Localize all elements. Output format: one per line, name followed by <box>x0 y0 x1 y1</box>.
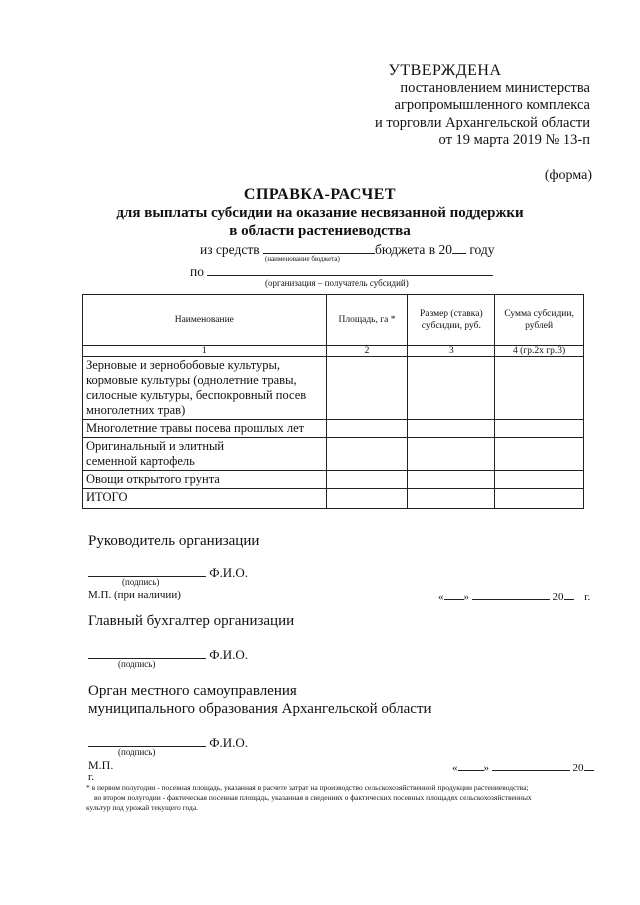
authority-g-label: г. <box>88 771 95 783</box>
approval-block <box>300 62 590 150</box>
accountant-signature-line: Ф.И.О. <box>88 645 248 663</box>
accountant-signature-field[interactable] <box>88 645 206 659</box>
date-year-field[interactable] <box>584 760 594 771</box>
rate-cell[interactable] <box>408 471 495 489</box>
approval-line: от 19 марта 2019 № 13-п <box>438 132 590 148</box>
table-row-total <box>83 489 584 509</box>
header-cell: Наименование <box>83 295 327 346</box>
approval-line: агропромышленного комплекса <box>394 97 590 113</box>
date-year-field[interactable] <box>564 589 574 600</box>
authority-date-line: « » 20 <box>452 760 594 774</box>
rate-cell[interactable] <box>408 420 495 438</box>
budget-name-field[interactable] <box>263 240 375 254</box>
rate-cell[interactable] <box>408 357 495 420</box>
footnote-line: во втором полугодии - фактическая посевная площадь, указанная в сведениях о фактических посевных площадях сельскохозяйственных культур под урожай текущего года. <box>86 793 532 812</box>
row-label: Многолетние травы посева прошлых лет <box>83 420 327 438</box>
authority-sign-hint: (подпись) <box>118 747 156 757</box>
authority-title-2: муниципального образования Архангельской области <box>88 701 432 717</box>
footnote-line: * в первом полугодии - посевная площадь, указанная в расчете затрат на производство сельскохозяйственной продукции растениеводства; <box>86 783 529 792</box>
row-label: Овощи открытого грунта <box>83 471 327 489</box>
head-title: Руководитель организации <box>88 533 260 549</box>
date-day-field[interactable] <box>444 589 464 600</box>
org-hint: (организация – получатель субсидий) <box>265 278 409 288</box>
table-row <box>83 471 584 489</box>
sum-cell[interactable] <box>495 489 584 509</box>
date-month-field[interactable] <box>492 760 570 771</box>
funds-line: из средств бюджета в 20 году <box>200 242 495 257</box>
approval-line: и торговли Архангельской области <box>374 114 590 131</box>
org-line: по <box>190 262 493 280</box>
row-label: Зерновые и зернобобовые культуры, кормовые культуры (однолетние травы, силосные культуры, беспокровный посев многолетних трав) <box>83 357 327 420</box>
form-mark: (форма) <box>544 168 592 183</box>
footnote <box>86 783 556 813</box>
area-cell[interactable] <box>326 357 408 420</box>
accountant-title: Главный бухгалтер организации <box>88 613 295 629</box>
accountant-sign-hint: (подпись) <box>118 659 156 669</box>
budget-hint: (наименование бюджета) <box>265 255 340 263</box>
row-label: Оригинальный и элитный семенной картофель <box>83 438 327 471</box>
authority-signature-field[interactable] <box>88 733 206 747</box>
sum-cell[interactable] <box>495 438 584 471</box>
date-day-field[interactable] <box>458 760 484 771</box>
table-row <box>83 357 584 420</box>
approval-line: постановлением министерства <box>400 79 590 96</box>
table-header-row <box>83 295 584 346</box>
head-stamp-label: М.П. (при наличии) <box>88 589 181 601</box>
area-cell[interactable] <box>326 420 408 438</box>
year-field[interactable] <box>452 240 466 254</box>
column-number: 3 <box>408 346 495 357</box>
authority-signature-line: Ф.И.О. <box>88 733 248 751</box>
authority-title: Орган местного самоуправления <box>88 683 297 699</box>
sum-cell[interactable] <box>495 420 584 438</box>
sum-cell[interactable] <box>495 471 584 489</box>
row-label: ИТОГО <box>83 489 327 509</box>
head-signature-line: Ф.И.О. <box>88 563 248 581</box>
area-cell[interactable] <box>326 438 408 471</box>
header-cell: Сумма субсидии, рублей <box>495 295 584 346</box>
document-subtitle: в области растениеводства <box>229 223 411 239</box>
header-cell: Площадь, га * <box>326 295 408 346</box>
approval-title: УТВЕРЖДЕНА <box>388 62 502 79</box>
document-subtitle: для выплаты субсидии на оказание несвязанной поддержки <box>116 205 524 221</box>
column-number: 4 (гр.2х гр.3) <box>495 346 584 357</box>
rate-cell[interactable] <box>408 489 495 509</box>
area-cell[interactable] <box>326 471 408 489</box>
table-row <box>83 438 584 471</box>
table-row <box>83 420 584 438</box>
calculation-table <box>82 294 584 509</box>
sum-cell[interactable] <box>495 357 584 420</box>
column-number: 1 <box>83 346 327 357</box>
document-title <box>0 186 640 240</box>
document-title-main: СПРАВКА-РАСЧЕТ <box>243 186 397 203</box>
head-sign-hint: (подпись) <box>122 577 160 587</box>
organization-field[interactable] <box>207 262 493 276</box>
head-date-line: « » 20 г. <box>438 591 591 603</box>
head-signature-field[interactable] <box>88 563 206 577</box>
date-month-field[interactable] <box>472 589 550 600</box>
header-cell: Размер (ставка) субсидии, руб. <box>408 295 495 346</box>
table-number-row <box>83 346 584 357</box>
rate-cell[interactable] <box>408 438 495 471</box>
column-number: 2 <box>326 346 408 357</box>
authority-stamp-label: М.П. <box>88 758 114 772</box>
area-cell[interactable] <box>326 489 408 509</box>
